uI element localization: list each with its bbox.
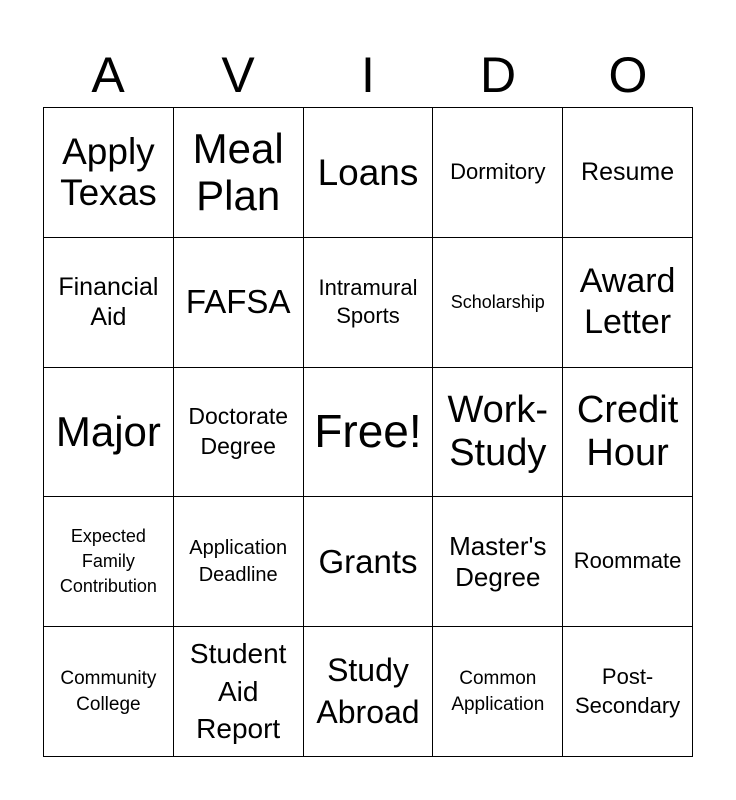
cell-label: Expected Family Contribution	[59, 526, 157, 597]
bingo-cell[interactable]	[563, 368, 693, 498]
bingo-cell[interactable]	[563, 497, 693, 627]
bingo-cell[interactable]	[174, 368, 304, 498]
cell-label: Roommate	[573, 548, 682, 574]
bingo-cell[interactable]	[44, 108, 174, 238]
bingo-cell[interactable]	[304, 108, 434, 238]
cell-label: Work- Study	[447, 389, 549, 474]
header-letter-v: V	[221, 47, 255, 103]
bingo-cell[interactable]	[563, 627, 693, 757]
cell-label: Scholarship	[450, 292, 545, 313]
header-letter-o: O	[608, 47, 648, 103]
bingo-cell[interactable]	[433, 238, 563, 368]
cell-label: Doctorate Degree	[188, 403, 289, 459]
bingo-board	[43, 107, 693, 757]
cell-label: Common Application	[451, 667, 545, 715]
cell-label: Student Aid Report	[189, 637, 287, 745]
bingo-cell[interactable]	[44, 497, 174, 627]
cell-label: FAFSA	[185, 283, 291, 321]
cell-label: Free!	[314, 405, 422, 458]
cell-label: Application Deadline	[189, 536, 288, 586]
bingo-cell[interactable]	[174, 108, 304, 238]
bingo-cell[interactable]	[304, 368, 434, 498]
bingo-header	[43, 46, 693, 104]
bingo-cell[interactable]	[433, 627, 563, 757]
cell-label: Post- Secondary	[575, 664, 681, 718]
bingo-cell[interactable]	[304, 627, 434, 757]
cell-label: Study Abroad	[316, 652, 420, 730]
bingo-cell[interactable]	[174, 497, 304, 627]
cell-label: Award Letter	[579, 262, 676, 342]
header-letter-i: I	[361, 47, 375, 103]
bingo-cell[interactable]	[44, 627, 174, 757]
cell-label: Loans	[317, 151, 419, 193]
cell-label: Grants	[318, 542, 418, 580]
bingo-cell[interactable]	[433, 368, 563, 498]
cell-label: Community College	[60, 667, 157, 715]
bingo-cell[interactable]	[563, 108, 693, 238]
cell-label: Intramural Sports	[318, 274, 418, 329]
bingo-cell[interactable]	[433, 108, 563, 238]
header-letter-a: A	[91, 47, 125, 103]
bingo-cell[interactable]	[563, 238, 693, 368]
cell-label: Master's Degree	[449, 530, 547, 592]
cell-label: Resume	[581, 158, 675, 187]
cell-label: Meal Plan	[192, 125, 284, 220]
bingo-cell[interactable]	[304, 497, 434, 627]
bingo-cell[interactable]	[44, 368, 174, 498]
header-letter-d: D	[479, 47, 517, 103]
cell-label: Dormitory	[450, 159, 546, 185]
cell-label: Credit Hour	[576, 389, 679, 474]
cell-label: Major	[55, 408, 161, 456]
bingo-cell[interactable]	[174, 238, 304, 368]
cell-label: Financial Aid	[58, 273, 159, 332]
cell-label: Apply Texas	[60, 130, 157, 214]
bingo-cell[interactable]	[433, 497, 563, 627]
bingo-cell[interactable]	[44, 238, 174, 368]
bingo-cell[interactable]	[304, 238, 434, 368]
bingo-cell[interactable]	[174, 627, 304, 757]
